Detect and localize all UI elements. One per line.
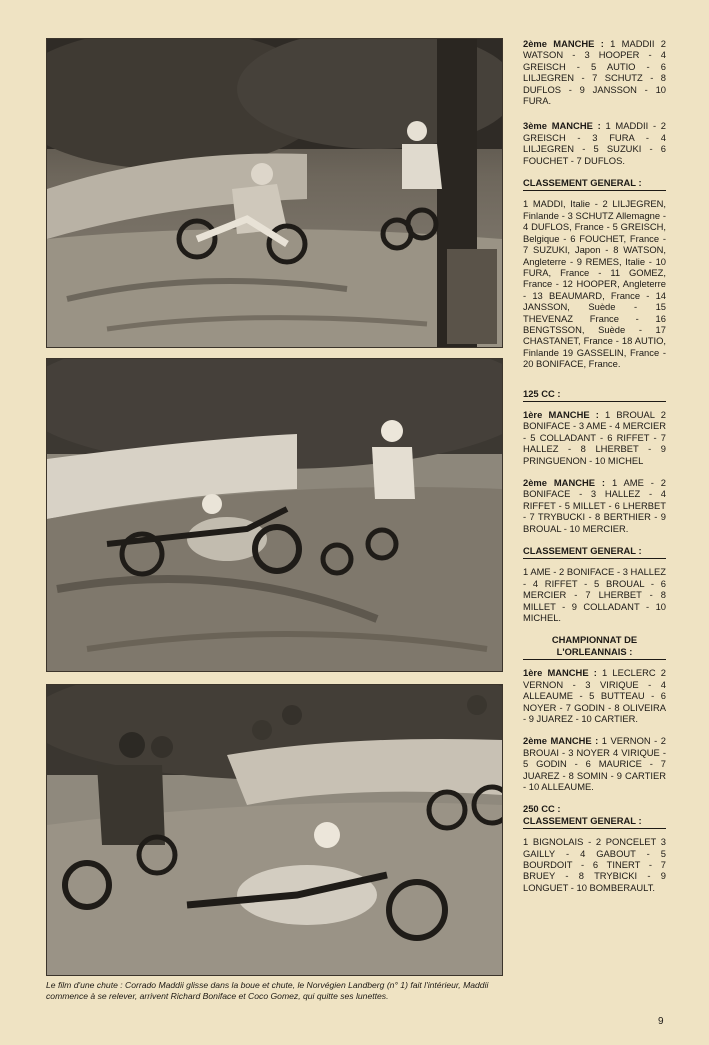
result-125-manche-2: 2ème MANCHE : 1 AME - 2 BONIFACE - 3 HALLEZ - 4 RIFFET - 5 MILLET - 6 LHERBET - 7 TRYBUCKI - 8 BERTHIER - 9 BROUAL - 10 MERCIER.: [523, 477, 666, 534]
photo-top: [46, 38, 503, 348]
photo-caption: Le film d'une chute : Corrado Maddii glisse dans la boue et chute, le Norvégien Landberg (n° 1) fait l'intérieur, Maddii commence à se relever, arrivent Richard Boniface et Coco Gomez, qui quitte ses lunettes.: [46, 980, 489, 1001]
section-heading: CLASSEMENT GENERAL :: [523, 815, 666, 829]
classement-general-500: 1 MADDI, Italie - 2 LILJEGREN, Finlande - 3 SCHUTZ Allemagne - 4 DUFLOS, France - 5 GREISCH, Belgique - 6 FOUCHET, France - 7 SUZUKI, Japon - 8 WATSON, Angleterre - 9 REMES, Italie - 10 FURA, France - 11 GOMEZ, France - 12 HOOPER, Angleterre - 13 BEAUMARD, France - 14 JANSSON, Suède - 15 THEVENAZ France - 16 BENGTSSON, Suède - 17 CHASTANET, France - 18 AUTIO, Finlande 19 GASSELIN, France - 20 BONIFACE, France.: [523, 198, 666, 370]
section-heading: CHAMPIONNAT DE L'ORLEANNAIS :: [523, 634, 666, 660]
result-125-manche-1: 1ère MANCHE : 1 BROUAL 2 BONIFACE - 3 AME - 4 MERCIER - 5 COLLADANT - 6 RIFFET - 7 HALLEZ - 8 LHERBET - 9 PRINGUENON - 10 MICHEL: [523, 408, 667, 466]
result-orleannais-manche-2: 2ème MANCHE : 1 VERNON - 2 BROUAI - 3 NOYER 4 VIRIQUE - 5 GODIN - 6 MAURICE - 7 JUAREZ - 8 SOMIN - 9 CARTIER - 10 ALLEAUME.: [523, 735, 667, 792]
classement-general-125: 1 AME - 2 BONIFACE - 3 HALLEZ - 4 RIFFET - 5 BROUAL - 6 MERCIER - 7 LHERBET - 8 MILLET - 9 COLLADANT - 10 MICHEL.: [523, 566, 666, 624]
section-heading: 125 CC :: [523, 388, 666, 402]
photo-middle: [46, 358, 503, 672]
page-number: 9: [658, 1016, 664, 1027]
result-orleannais-manche-1: 1ère MANCHE : 1 LECLERC 2 VERNON - 3 VIRIQUE - 4 ALLEAUME - 5 BUTTEAU - 6 NOYER - 7 GODIN - 8 OLIVEIRA - 9 JUAREZ - 10 CARTIER.: [523, 667, 666, 724]
results-column: [523, 38, 666, 904]
section-heading: 250 CC :: [523, 803, 561, 815]
classement-general-250: 1 BIGNOLAIS - 2 PONCELET 3 GAILLY - 4 GABOUT - 5 BOURDOIT - 6 TINERT - 7 BRUEY - 8 TRYBICKI - 9 LONGUET - 10 BOMBERAULT.: [523, 836, 666, 893]
result-500-manche-2: 2ème MANCHE : 1 MADDII 2 WATSON - 3 HOOPER - 4 GREISCH - 5 AUTIO - 6 LILJEGREN - 7 SCHUTZ - 8 DUFLOS - 9 JANSSON - 10 FURA.: [523, 38, 667, 107]
result-500-manche-3: 3ème MANCHE : 1 MADDII - 2 GREISCH - 3 FURA - 4 LILJEGREN - 5 SUZUKI - 6 FOUCHET - 7 DUFLOS.: [523, 120, 667, 166]
section-heading: CLASSEMENT GENERAL :: [523, 545, 666, 559]
section-heading: CLASSEMENT GENERAL :: [523, 177, 666, 191]
photo-bottom: [46, 684, 503, 976]
